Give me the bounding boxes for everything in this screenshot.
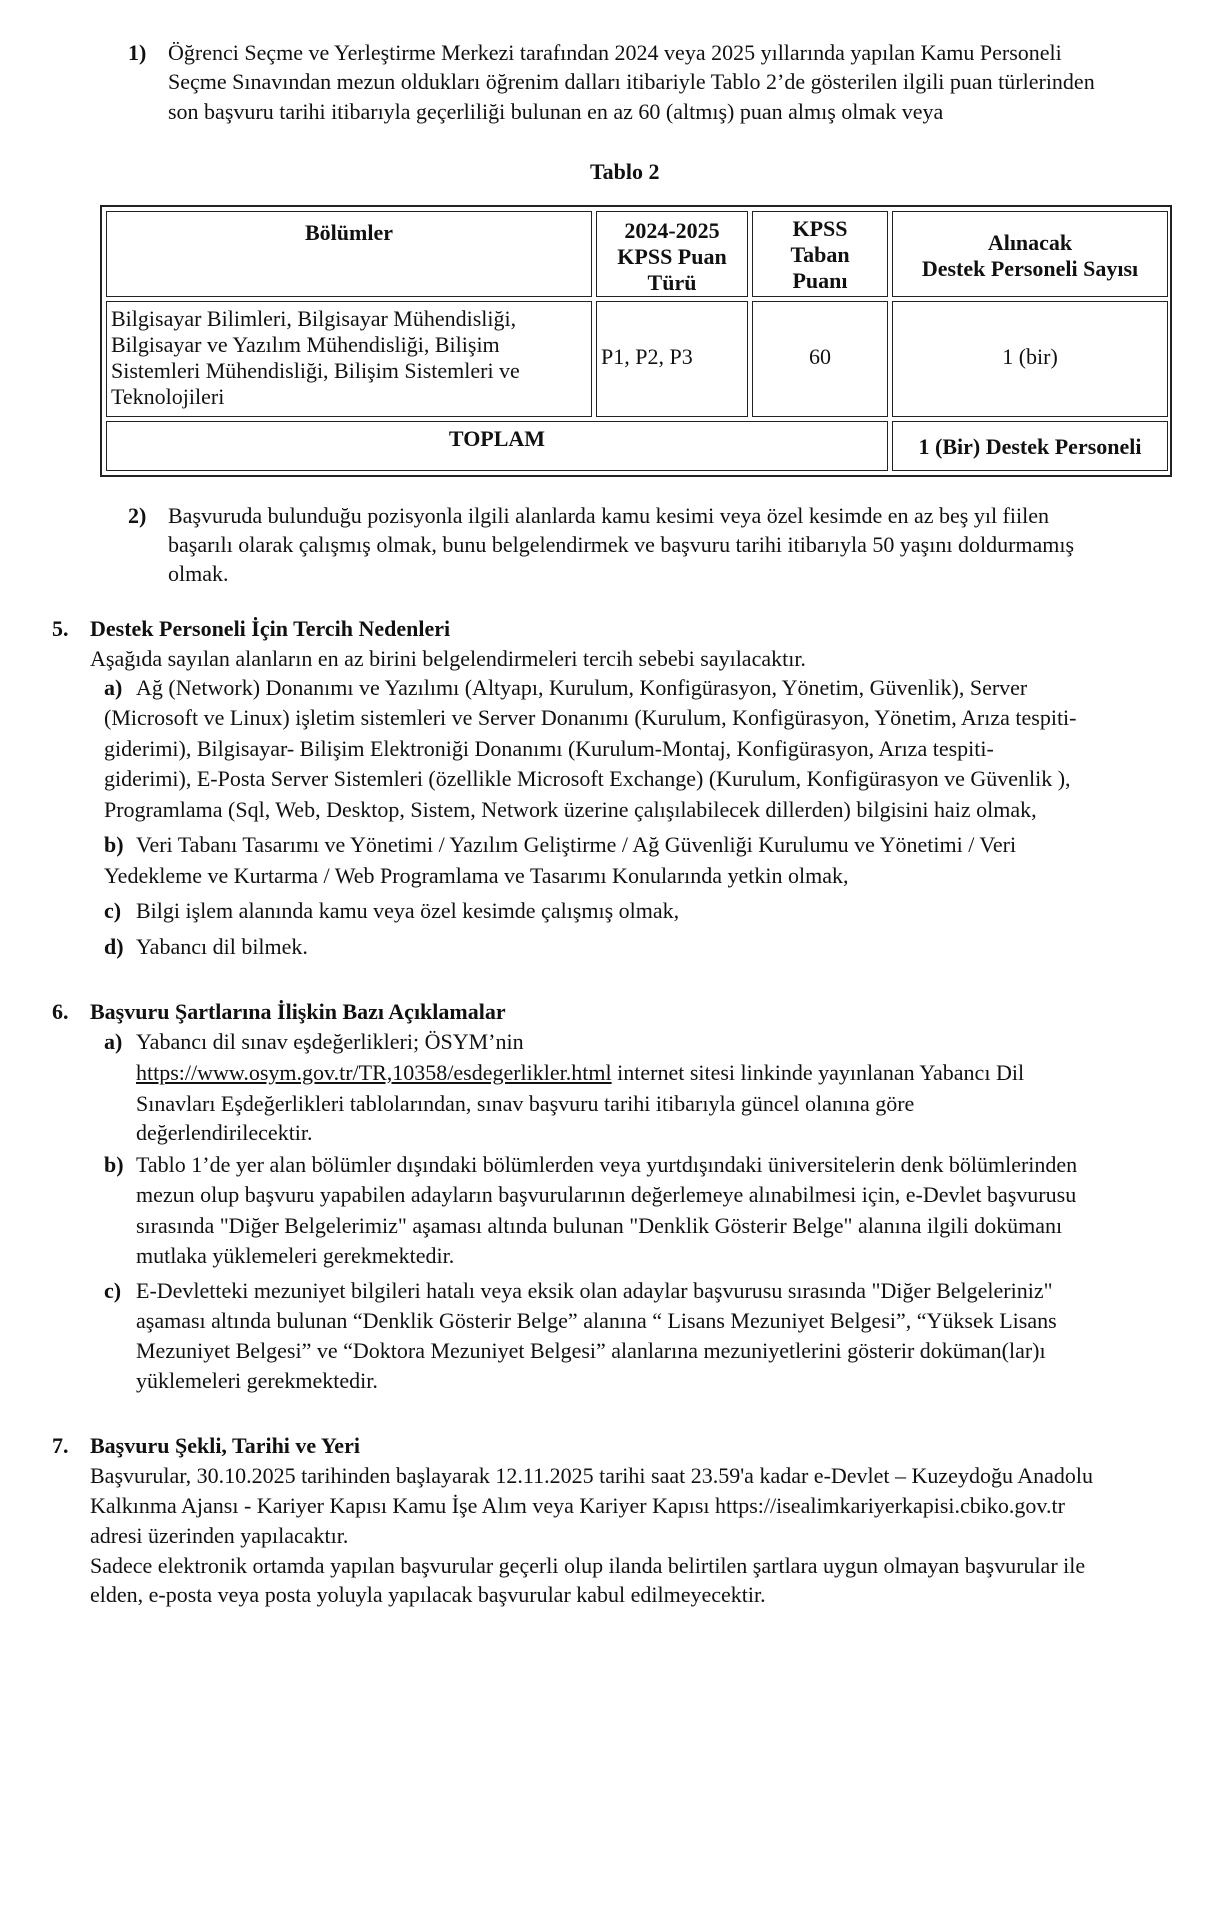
section-7-line: elden, e-posta veya posta yoluyla yapılacak başvurular kabul edilmeyecektir.: [90, 1582, 766, 1607]
header-bolumler: Bölümler: [106, 211, 592, 297]
table-2: [100, 205, 1172, 477]
total-value: 1 (Bir) Destek Personeli: [892, 421, 1168, 471]
section-6-b-label: b): [104, 1152, 124, 1177]
header-alinacak: Alınacak Destek Personeli Sayısı: [892, 211, 1168, 297]
section-5-b-line: Yedekleme ve Kurtarma / Web Programlama ve Tasarımı Konularında yetkin olmak,: [104, 863, 849, 888]
section-6-a-line: Yabancı dil sınav eşdeğerlikleri; ÖSYM’nin: [136, 1029, 524, 1054]
item-1-line: son başvuru tarihi itibarıyla geçerliliği bulunan en az 60 (altmış) puan almış olmak veya: [168, 99, 944, 124]
section-6-a-line: Sınavları Eşdeğerlikleri tablolarından, sınav başvuru tarihi itibarıyla güncel olanına göre: [136, 1091, 915, 1116]
row-bolumler: Bilgisayar Bilimleri, Bilgisayar Mühendisliği, Bilgisayar ve Yazılım Mühendisliği, Bilişim Sistemleri Mühendisliği, Bilişim Sistemleri ve Teknolojileri: [106, 301, 592, 417]
section-5-a-line: Ağ (Network) Donanımı ve Yazılımı (Altyapı, Kurulum, Konfigürasyon, Yönetim, Güvenlik), Server: [136, 675, 1028, 700]
section-7-line: Kalkınma Ajansı - Kariyer Kapısı Kamu İşe Alım veya Kariyer Kapısı https://isealimkariyerkapisi.cbiko.gov.tr: [90, 1493, 1065, 1518]
section-5-c-label: c): [104, 898, 122, 923]
section-5-b-label: b): [104, 832, 124, 857]
section-5-a-line: (Microsoft ve Linux) işletim sistemleri ve Server Donanımı (Kurulum, Konfigürasyon, Yönetim, Arıza tespiti-: [104, 705, 1077, 730]
section-6-b-line: mutlaka yüklemeleri gerekmektedir.: [136, 1243, 455, 1268]
section-6-b-line: Tablo 1’de yer alan bölümler dışındaki bölümlerden veya yurtdışındaki üniversitelerin denk bölümlerinden: [136, 1152, 1078, 1177]
section-5-a-line: Programlama (Sql, Web, Desktop, Sistem, Network üzerine çalışılabilecek dillerden) bilgisini haiz olmak,: [104, 797, 1037, 822]
header-taban-puani: KPSS Taban Puanı: [752, 211, 888, 297]
table-caption: Tablo 2: [590, 159, 660, 184]
section-6-b-line: sırasında "Diğer Belgelerimiz" aşaması altında bulunan "Denklik Gösterir Belge" alanına ilgili dokümanı: [136, 1213, 1063, 1238]
section-5-a-label: a): [104, 675, 123, 700]
section-5-d-text: Yabancı dil bilmek.: [136, 934, 308, 959]
header-puan-turu: 2024-2025 KPSS Puan Türü: [596, 211, 748, 297]
section-7-line: Sadece elektronik ortamda yapılan başvurular geçerli olup ilanda belirtilen şartlara uygun olmayan başvurular ile: [90, 1553, 1086, 1578]
section-7-number: 7.: [52, 1433, 69, 1458]
section-5-a-line: giderimi), Bilgisayar- Bilişim Elektroniği Donanımı (Kurulum-Montaj, Konfigürasyon, Arıza tespiti-: [104, 736, 994, 761]
osym-equivalence-link[interactable]: https://www.osym.gov.tr/TR,10358/esdegerlikler.html: [136, 1060, 612, 1085]
section-6-c-line: Mezuniyet Belgesi” ve “Doktora Mezuniyet Belgesi” alanlarına mezuniyetlerini gösterir doküman(lar)ı: [136, 1338, 1046, 1363]
item-2-line: Başvuruda bulunduğu pozisyonla ilgili alanlarda kamu kesimi veya özel kesimde en az beş yıl fiilen: [168, 503, 1049, 528]
item-1-line: Seçme Sınavından mezun oldukları öğrenim dalları itibariyle Tablo 2’de gösterilen ilgili puan türlerinden: [168, 69, 1095, 94]
item-2-line: olmak.: [168, 561, 229, 586]
section-5-title: Destek Personeli İçin Tercih Nedenleri: [90, 616, 451, 641]
section-6-c-line: aşaması altında bulunan “Denklik Gösterir Belge” alanına “ Lisans Mezuniyet Belgesi”, “Yüksek Lisans: [136, 1308, 1057, 1333]
item-2-line: başarılı olarak çalışmış olmak, bunu belgelendirmek ve başvuru tarihi itibarıyla 50 yaşını doldurmamış: [168, 532, 1075, 557]
section-6-b-line: mezun olup başvuru yapabilen adayların başvurularının değerlemeye alınabilmesi için, e-Devlet başvurusu: [136, 1182, 1077, 1207]
section-6-title: Başvuru Şartlarına İlişkin Bazı Açıklamalar: [90, 999, 506, 1024]
section-6-a-link-line: https://www.osym.gov.tr/TR,10358/esdegerlikler.html internet sitesi linkinde yayınlanan Yabancı Dil: [136, 1060, 1025, 1085]
row-taban-puani: 60: [752, 301, 888, 417]
item-1-line: Öğrenci Seçme ve Yerleştirme Merkezi tarafından 2024 veya 2025 yıllarında yapılan Kamu Personeli: [168, 40, 1062, 65]
section-5-d-label: d): [104, 934, 124, 959]
row-alinacak: 1 (bir): [892, 301, 1168, 417]
item-2-number: 2): [128, 503, 147, 528]
section-6-c-line: E-Devletteki mezuniyet bilgileri hatalı veya eksik olan adaylar başvurusu sırasında "Diğer Belgeleriniz": [136, 1278, 1053, 1303]
section-7-title: Başvuru Şekli, Tarihi ve Yeri: [90, 1433, 360, 1458]
section-6-a-line: değerlendirilecektir.: [136, 1120, 313, 1145]
section-5-b-line: Veri Tabanı Tasarımı ve Yönetimi / Yazılım Geliştirme / Ağ Güvenliği Kurulumu ve Yönetimi / Veri: [136, 832, 1017, 857]
section-6-number: 6.: [52, 999, 69, 1024]
section-7-line: Başvurular, 30.10.2025 tarihinden başlayarak 12.11.2025 tarihi saat 23.59'a kadar e-Devlet – Kuzeydoğu Anadolu: [90, 1463, 1093, 1488]
section-7-line: adresi üzerinden yapılacaktır.: [90, 1523, 349, 1548]
section-5-c-text: Bilgi işlem alanında kamu veya özel kesimde çalışmış olmak,: [136, 898, 680, 923]
section-5-intro: Aşağıda sayılan alanların en az birini belgelendirmeleri tercih sebebi sayılacaktır.: [90, 646, 806, 671]
row-puan-turu: P1, P2, P3: [596, 301, 748, 417]
section-6-c-label: c): [104, 1278, 122, 1303]
total-label: TOPLAM: [106, 421, 888, 471]
section-5-a-line: giderimi), E-Posta Server Sistemleri (özellikle Microsoft Exchange) (Kurulum, Konfigürasyon ve Güvenlik ),: [104, 766, 1071, 791]
item-1-number: 1): [128, 40, 147, 65]
section-6-a-label: a): [104, 1029, 123, 1054]
section-6-c-line: yüklemeleri gerekmektedir.: [136, 1368, 378, 1393]
section-5-number: 5.: [52, 616, 69, 641]
